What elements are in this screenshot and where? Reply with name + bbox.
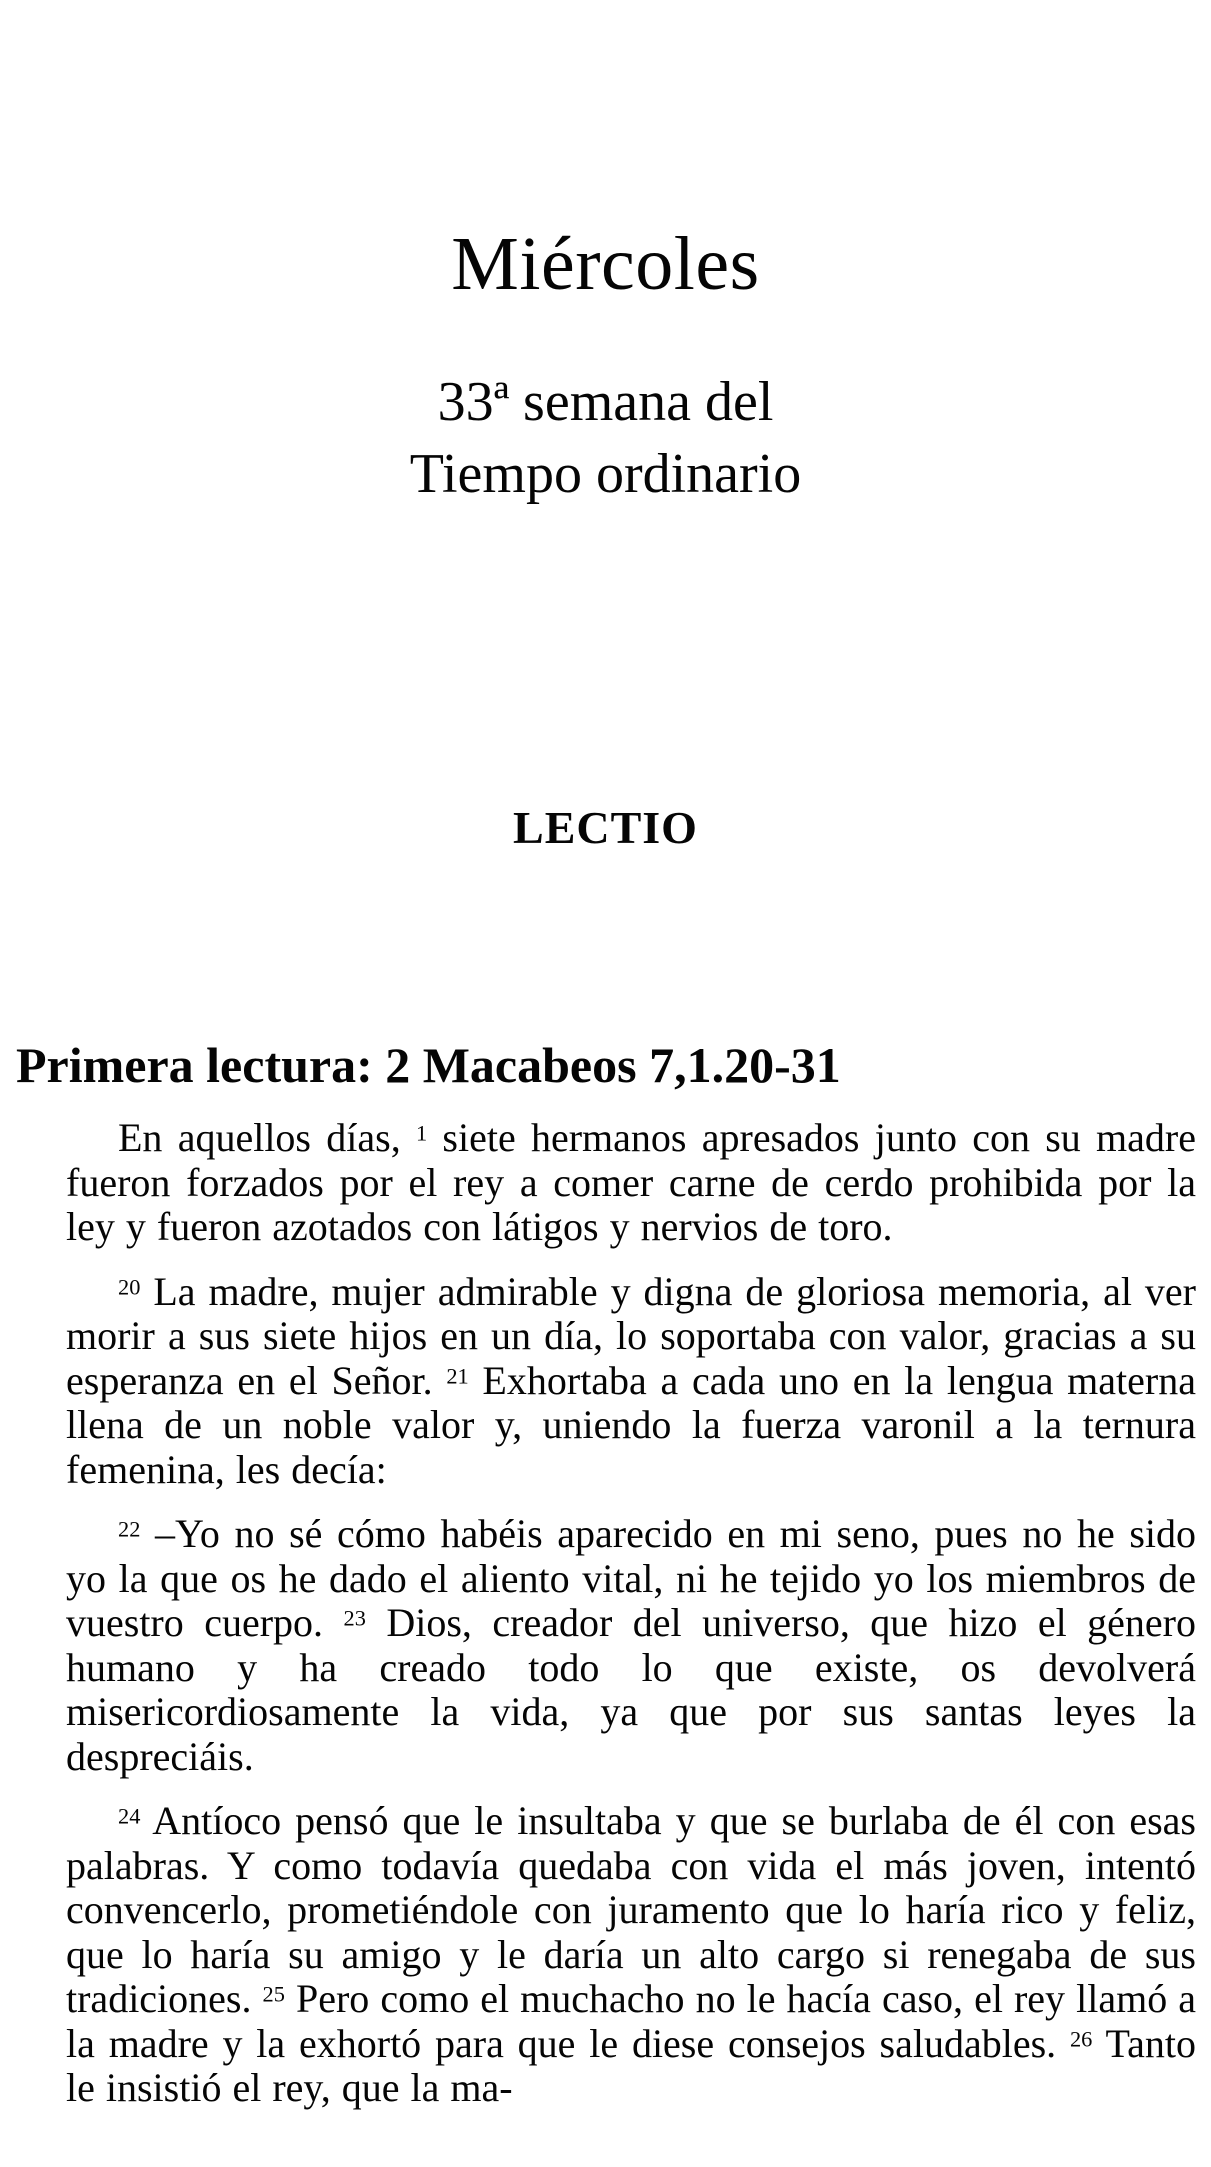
verse-number: 25 [262, 1981, 285, 2007]
page-subtitle-line-2: Tiempo ordinario [409, 443, 802, 505]
section-heading: LECTIO [513, 802, 698, 853]
reading-title: Primera lectura: 2 Macabeos 7,1.20-31 [16, 1037, 841, 1093]
page-title: Miércoles [451, 222, 760, 306]
reading-paragraph: $^{20}$ La madre, mujer admirable y digna de gloriosa memoria, al ver morir a sus siete hijos en un día, lo soportaba con valor, gracias a su esperanza en el Señor. $^{21}$ Exhortaba a cada uno en la lengua materna llena de un noble valor y, uniendo la fuerza varonil a la ternura femenina, les decía: [66, 1268, 1196, 1492]
page-subtitle-line-1: 33ª semana del [437, 371, 774, 433]
reading-paragraph: $^{24}$ Antíoco pensó que le insultaba y que se burlaba de él con esas palabras. Y como todavía quedaba con vida el más joven, intentó convencerlo, prometiéndole con juramento que lo haría rico y feliz, que lo haría su amigo y le daría un alto cargo si renegaba de sus tradiciones. $^{25}$ Pero como el muchacho no le hacía caso, el rey llamó a la madre y la exhortó para que le diese consejos saludables. $^{26}$ Tanto le insistió el rey, que la ma- [66, 1798, 1196, 2110]
verse-number: 23 [343, 1605, 366, 1631]
verse-number: 1 [415, 1120, 428, 1146]
verse-number: 26 [1069, 2025, 1093, 2051]
reading-paragraph: En aquellos días, $^1$ siete hermanos apresados junto con su madre fueron forzados por el rey a comer carne de cerdo prohibida por la ley y fueron azotados con látigos y nervios de toro. [66, 1116, 1196, 1249]
reading-paragraph: $^{22}$ –Yo no sé cómo habéis aparecido en mi seno, pues no he sido yo la que os he dado el aliento vital, ni he tejido yo los miembros de vuestro cuerpo. $^{23}$ Dios, creador del universo, que hizo el género humano y ha creado todo lo que existe, os devolverá misericordiosamente la vida, ya que por sus santas leyes la despreciáis. [66, 1511, 1196, 1779]
page-subtitle [0, 366, 1211, 510]
verse-number: 21 [446, 1362, 469, 1388]
reading-body [66, 1116, 1196, 2167]
verse-number: 22 [118, 1516, 141, 1542]
verse-number: 24 [118, 1803, 141, 1829]
verse-number: 20 [118, 1273, 141, 1299]
